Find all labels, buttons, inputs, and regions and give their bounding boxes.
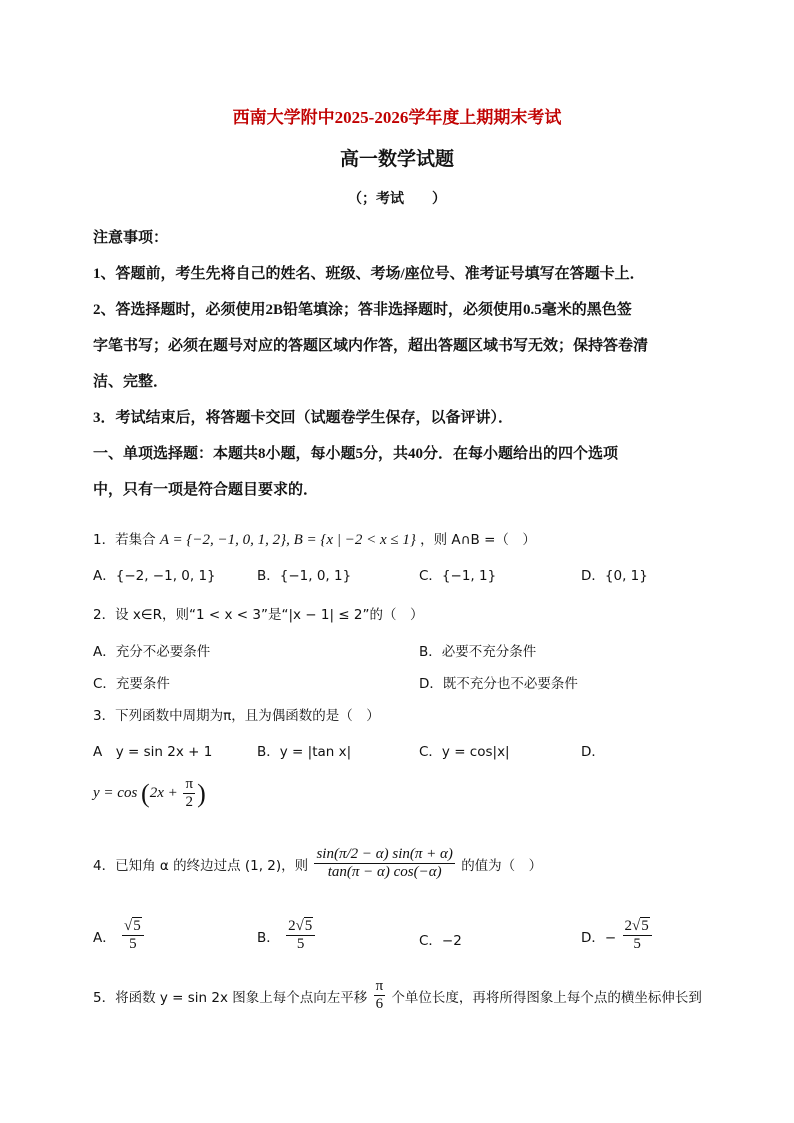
question-3-option-d: D． <box>581 744 605 760</box>
notes-item-3: 3．考试结束后，将答题卡交回（试题卷学生保存，以备评讲）． <box>93 410 514 426</box>
question-1-stem <box>93 528 536 549</box>
question-4-suffix: 的值为（ ） <box>461 857 543 874</box>
question-4-option-a <box>93 918 146 954</box>
question-1-option-a: A．{−2, −1, 0, 1} <box>93 568 216 584</box>
question-4-denominator: tan(π − α) cos(−α) <box>327 864 442 881</box>
option-label: A． <box>93 929 116 946</box>
question-3-option-b: B．y = |tan x| <box>257 744 352 760</box>
option-b-numerator: 2√5 <box>286 918 315 936</box>
question-5-suffix: 个单位长度，再将所得图象上每个点的横坐标伸长到 <box>391 989 702 1006</box>
question-4-stem <box>93 846 542 882</box>
question-3-option-d-formula <box>93 776 206 812</box>
option-d-inner: 2x + <box>149 785 178 802</box>
question-1-option-c: C．{−1, 1} <box>419 568 497 584</box>
question-4-numerator: sin(π/2 − α) sin(π + α) <box>314 846 454 864</box>
question-5-fraction <box>374 978 386 1014</box>
notes-item-1: 1、答题前，考生先将自己的姓名、班级、考场/座位号、准考证号填写在答题卡上． <box>93 266 645 282</box>
question-1-suffix: ，则 A∩B =（ ） <box>420 532 536 548</box>
sqrt-radicand: 5 <box>304 918 313 934</box>
option-label: D．− <box>581 929 617 946</box>
frac-numerator: π <box>374 978 386 996</box>
option-d-numerator: 2√5 <box>623 918 652 936</box>
question-4-fraction <box>314 846 454 882</box>
exam-time-note: （；考试 ） <box>348 192 446 207</box>
question-5-prefix: 5．将函数 y = sin 2x 图象上每个点向左平移 <box>93 989 368 1006</box>
question-2-option-c: C．充要条件 <box>93 676 170 692</box>
option-d-func: y = cos <box>93 785 138 802</box>
question-4-option-b <box>257 918 317 954</box>
question-3-option-c: C．y = cos|x| <box>419 744 510 760</box>
question-1-sets: A = {−2, −1, 0, 1, 2}, B = {x | −2 < x ≤ 1} <box>159 532 416 548</box>
frac-denominator: 2 <box>185 794 194 811</box>
question-3-option-a: A y = sin 2x + 1 <box>93 744 213 760</box>
notes-heading: 注意事项： <box>93 230 169 246</box>
question-2-option-d: D．既不充分也不必要条件 <box>419 676 578 692</box>
option-a-numerator: √5 <box>122 918 144 936</box>
option-d-denominator: 5 <box>633 936 641 953</box>
notes-item-2-line-1: 2、答选择题时，必须使用2B铅笔填涂；答非选择题时，必须使用0.5毫米的黑色签 <box>93 302 632 318</box>
question-2-stem: 2．设 x∈R，则“1 < x < 3”是“|x − 1| ≤ 2”的（ ） <box>93 607 424 623</box>
coefficient: 2 <box>288 918 296 934</box>
question-2-option-b: B．必要不充分条件 <box>419 644 537 660</box>
option-a-denominator: 5 <box>129 936 137 953</box>
option-b-fraction <box>286 918 315 954</box>
frac-denominator: 6 <box>375 996 384 1013</box>
question-4-option-c: C．−2 <box>419 933 462 949</box>
exam-title: 西南大学附中2025-2026学年度上期期末考试 <box>232 108 562 127</box>
notes-item-2-line-2: 字笔书写；必须在题号对应的答题区域内作答，超出答题区域书写无效；保持答卷清 <box>93 338 649 354</box>
exam-subtitle: 高一数学试题 <box>339 149 454 170</box>
option-d-fraction <box>623 918 652 954</box>
coefficient: 2 <box>624 918 633 934</box>
question-2-option-a: A．充分不必要条件 <box>93 644 211 660</box>
option-b-denominator: 5 <box>296 936 305 953</box>
question-1-option-d: D．{0, 1} <box>581 568 648 584</box>
sqrt-radicand: 5 <box>641 918 649 934</box>
question-5-stem <box>93 978 702 1014</box>
option-label: B． <box>257 929 280 946</box>
notes-item-2-line-3: 洁、完整． <box>93 374 169 390</box>
question-3-stem: 3．下列函数中周期为π，且为偶函数的是（ ） <box>93 708 380 724</box>
frac-numerator: π <box>183 776 195 794</box>
close-paren: ) <box>197 778 206 808</box>
question-1-prefix: 1．若集合 <box>93 532 156 548</box>
option-d-fraction <box>183 776 195 812</box>
option-a-fraction <box>122 918 144 954</box>
section-1-line-1: 一、单项选择题：本题共8小题，每小题5分，共40分．在每小题给出的四个选项 <box>93 446 619 462</box>
question-4-prefix: 4．已知角 α 的终边过点 (1, 2)，则 <box>93 857 309 874</box>
question-1-option-b: B．{−1, 0, 1} <box>257 568 352 584</box>
section-1-line-2: 中，只有一项是符合题目要求的． <box>93 482 319 498</box>
sqrt-radicand: 5 <box>133 918 141 934</box>
question-4-option-d <box>581 918 654 954</box>
open-paren: ( <box>141 778 150 808</box>
